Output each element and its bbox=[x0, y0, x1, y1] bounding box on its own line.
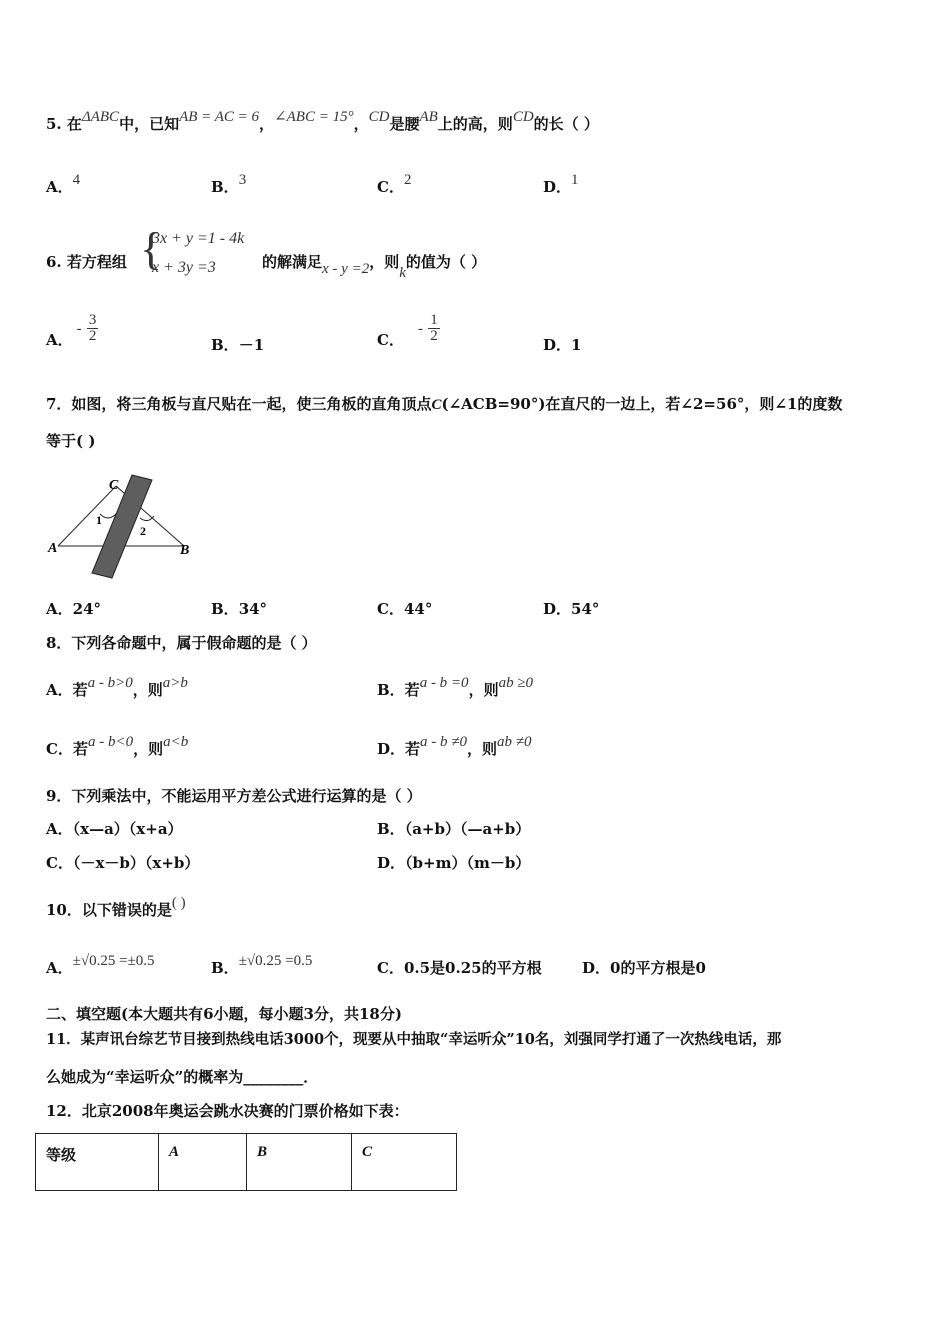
q5-stem: 5. 在ΔABC中，已知AB = AC = 6，∠ABC = 15°，CD是腰AB上的高，则CD的长（ ） bbox=[46, 109, 599, 133]
q9-option-c[interactable]: C．（－x－b）（x+b） bbox=[46, 854, 200, 872]
q10-option-b[interactable]: B．±√0.25 =0.5 bbox=[211, 953, 313, 977]
q9-option-b[interactable]: B．（a+b）（—a+b） bbox=[377, 820, 531, 838]
q7-option-a[interactable]: A．24° bbox=[46, 600, 102, 618]
q8-option-a[interactable]: A．若a - b>0，则a>b bbox=[46, 675, 188, 699]
q6-option-a[interactable]: A．- $\frac{3}{2}$ bbox=[46, 312, 97, 349]
q5-option-a[interactable]: A．4 bbox=[46, 172, 81, 196]
q7-option-d[interactable]: D．54° bbox=[543, 600, 600, 618]
section-2-heading: 二、填空题(本大题共有6小题，每小题3分，共18分) bbox=[46, 1005, 402, 1023]
q10-option-a[interactable]: A．±√0.25 =±0.5 bbox=[46, 953, 155, 977]
q7-option-c[interactable]: C．44° bbox=[377, 600, 433, 618]
q6-option-b[interactable]: B．－1 bbox=[211, 336, 265, 354]
q10-option-d[interactable]: D．0的平方根是0 bbox=[582, 959, 706, 977]
q5-option-c[interactable]: C．2 bbox=[377, 172, 412, 196]
q11-line2: 么她成为“幸运听众”的概率为________． bbox=[46, 1068, 319, 1086]
ticket-price-table bbox=[35, 1133, 457, 1191]
q7-option-b[interactable]: B．34° bbox=[211, 600, 268, 618]
q6-brace: { bbox=[140, 223, 163, 274]
q8-option-b[interactable]: B．若a - b =0，则ab ≥0 bbox=[377, 675, 534, 699]
vertex-a-label: A bbox=[48, 541, 58, 556]
q6-rest: 的解满足x - y =2，则k的值为（ ） bbox=[262, 253, 487, 281]
q10-option-c[interactable]: C．0.5是0.25的平方根 bbox=[377, 959, 542, 977]
q6-option-c-fraction: $\frac{1}{2}$ bbox=[430, 312, 438, 344]
angle-2-label: 2 bbox=[140, 524, 146, 538]
q8-option-d[interactable]: D．若a - b ≠0，则ab ≠0 bbox=[377, 734, 532, 758]
angle-2-arc bbox=[140, 516, 154, 521]
q6-option-c[interactable]: C．- $\frac{1}{2}$ bbox=[377, 312, 438, 349]
q8-option-c[interactable]: C．若a - b<0，则a<b bbox=[46, 734, 189, 758]
table-header-a: A bbox=[159, 1134, 247, 1191]
q9-stem: 9．下列乘法中，不能运用平方差公式进行运算的是（ ） bbox=[46, 787, 422, 805]
q8-stem: 8．下列各命题中，属于假命题的是（ ） bbox=[46, 634, 317, 652]
q6-eq1: 3x + y =1 - 4k bbox=[152, 230, 245, 247]
q6-option-d[interactable]: D．1 bbox=[543, 336, 582, 354]
angle-1-label: 1 bbox=[96, 513, 102, 527]
q6-option-a-fraction: $\frac{3}{2}$ bbox=[88, 312, 97, 344]
q12-stem: 12．北京2008年奥运会跳水决赛的门票价格如下表： bbox=[46, 1102, 409, 1120]
vertex-c-label: C bbox=[109, 478, 119, 493]
angle-1-arc bbox=[100, 514, 116, 518]
q7-stem-line1: 7．如图，将三角板与直尺贴在一起，使三角板的直角顶点C(∠ACB=90°)在直尺的一边上，若∠2=56°，则∠1的度数 bbox=[46, 395, 843, 413]
q7-stem-line2: 等于( ) bbox=[46, 432, 96, 450]
table-header-b: B bbox=[247, 1134, 352, 1191]
q10-stem: 10．以下错误的是( ) bbox=[46, 895, 186, 919]
q5-option-b[interactable]: B．3 bbox=[211, 172, 247, 196]
q6-number: 6. 若方程组 bbox=[46, 253, 127, 271]
q11-line1: 11．某声讯台综艺节目接到热线电话3000个，现要从中抽取“幸运听众”10名，刘强同学打通了一次热线电话，那 bbox=[46, 1031, 782, 1048]
q9-option-a[interactable]: A．（x—a）（x+a） bbox=[46, 820, 183, 838]
table-row bbox=[36, 1134, 457, 1191]
vertex-b-label: B bbox=[180, 543, 190, 558]
q7-figure bbox=[44, 470, 204, 585]
table-header-grade: 等级 bbox=[36, 1134, 159, 1191]
q9-option-d[interactable]: D．（b+m）（m－b） bbox=[377, 854, 531, 872]
table-header-c: C bbox=[352, 1134, 457, 1191]
q5-option-d[interactable]: D．1 bbox=[543, 172, 579, 196]
q6-eq2: x + 3y =3 bbox=[152, 259, 216, 276]
